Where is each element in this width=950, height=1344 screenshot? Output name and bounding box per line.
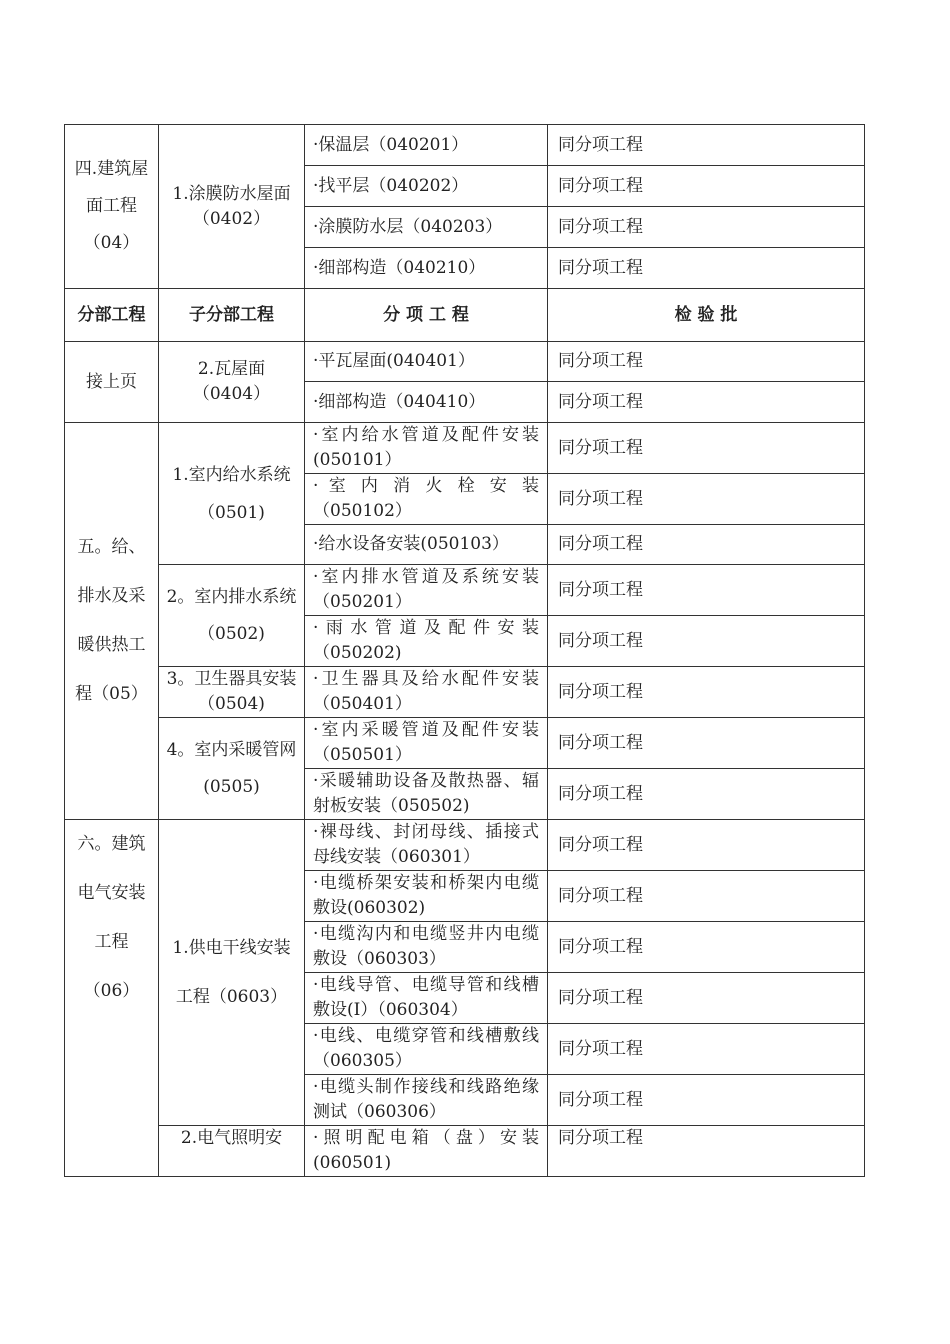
batch-cell: 同分项工程	[548, 1126, 865, 1177]
batch-cell: 同分项工程	[548, 871, 865, 922]
item-cell: ·细部构造（040410）	[305, 382, 548, 423]
dept-cell: 五。给、排水及采暖供热工程（05）	[65, 423, 159, 820]
item-cell: ·裸母线、封闭母线、插接式母线安装（060301）	[305, 820, 548, 871]
item-cell: ·找平层（040202）	[305, 166, 548, 207]
sub-dept-cell: 2。室内排水系统（0502)	[159, 565, 305, 667]
item-cell: · 室 内 消 火 栓 安 装（050102）	[305, 474, 548, 525]
batch-cell: 同分项工程	[548, 423, 865, 474]
sub-dept-cell: 2.瓦屋面（0404）	[159, 342, 305, 423]
item-cell: ·照明配电箱（盘）安装(060501)	[305, 1126, 548, 1177]
table-row	[65, 125, 865, 166]
batch-cell: 同分项工程	[548, 667, 865, 718]
header-sub-dept: 子分部工程	[159, 289, 305, 342]
table-row	[65, 667, 865, 718]
table-row	[65, 820, 865, 871]
batch-cell: 同分项工程	[548, 1075, 865, 1126]
batch-cell: 同分项工程	[548, 973, 865, 1024]
item-cell: ·室内排水管道及系统安装（050201）	[305, 565, 548, 616]
table-row	[65, 718, 865, 769]
batch-cell: 同分项工程	[548, 769, 865, 820]
batch-cell: 同分项工程	[548, 1024, 865, 1075]
header-dept: 分部工程	[65, 289, 159, 342]
sub-dept-cell: 1.涂膜防水屋面（0402）	[159, 125, 305, 289]
item-cell: ·涂膜防水层（040203）	[305, 207, 548, 248]
batch-cell: 同分项工程	[548, 382, 865, 423]
item-cell: ·电线导管、电缆导管和线槽敷设(Ⅰ）（060304）	[305, 973, 548, 1024]
batch-cell: 同分项工程	[548, 616, 865, 667]
table-row	[65, 1126, 865, 1177]
item-cell: ·电缆头制作接线和线路绝缘测试（060306）	[305, 1075, 548, 1126]
item-cell: ·给水设备安装(050103）	[305, 525, 548, 565]
batch-cell: 同分项工程	[548, 474, 865, 525]
batch-cell: 同分项工程	[548, 565, 865, 616]
item-cell: ·电缆沟内和电缆竖井内电缆敷设（060303）	[305, 922, 548, 973]
sub-dept-cell: 1.供电干线安装工程（0603）	[159, 820, 305, 1126]
item-cell: ·电缆桥架安装和桥架内电缆敷设(060302)	[305, 871, 548, 922]
item-cell: ·细部构造（040210）	[305, 248, 548, 289]
item-cell: ·电线、电缆穿管和线槽敷线（060305）	[305, 1024, 548, 1075]
item-cell: ·采暖辅助设备及散热器、辐射板安装（050502)	[305, 769, 548, 820]
table-row	[65, 423, 865, 474]
batch-cell: 同分项工程	[548, 922, 865, 973]
item-cell: ·平瓦屋面(040401）	[305, 342, 548, 382]
inspection-table	[64, 124, 865, 1177]
batch-cell: 同分项工程	[548, 718, 865, 769]
batch-cell: 同分项工程	[548, 207, 865, 248]
table-row	[65, 342, 865, 382]
dept-cell: 六。建筑电气安装工程（06）	[65, 820, 159, 1177]
header-batch: 检 验 批	[548, 289, 865, 342]
sub-dept-cell: 4。室内采暖管网(0505)	[159, 718, 305, 820]
item-cell: ·保温层（040201）	[305, 125, 548, 166]
table-row	[65, 565, 865, 616]
dept-cell: 四.建筑屋面工程（04）	[65, 125, 159, 289]
header-item: 分 项 工 程	[305, 289, 548, 342]
batch-cell: 同分项工程	[548, 248, 865, 289]
item-cell: ·室内采暖管道及配件安装（050501）	[305, 718, 548, 769]
batch-cell: 同分项工程	[548, 125, 865, 166]
header-row	[65, 289, 865, 342]
item-cell: ·室内给水管道及配件安装(050101）	[305, 423, 548, 474]
batch-cell: 同分项工程	[548, 820, 865, 871]
batch-cell: 同分项工程	[548, 525, 865, 565]
batch-cell: 同分项工程	[548, 166, 865, 207]
dept-cell: 接上页	[65, 342, 159, 423]
sub-dept-cell: 3。卫生器具安装（0504)	[159, 667, 305, 718]
item-cell: ·卫生器具及给水配件安装（050401）	[305, 667, 548, 718]
item-cell: ·雨水管道及配件安装（050202)	[305, 616, 548, 667]
sub-dept-cell: 2.电气照明安	[159, 1126, 305, 1177]
batch-cell: 同分项工程	[548, 342, 865, 382]
sub-dept-cell: 1.室内给水系统（0501)	[159, 423, 305, 565]
